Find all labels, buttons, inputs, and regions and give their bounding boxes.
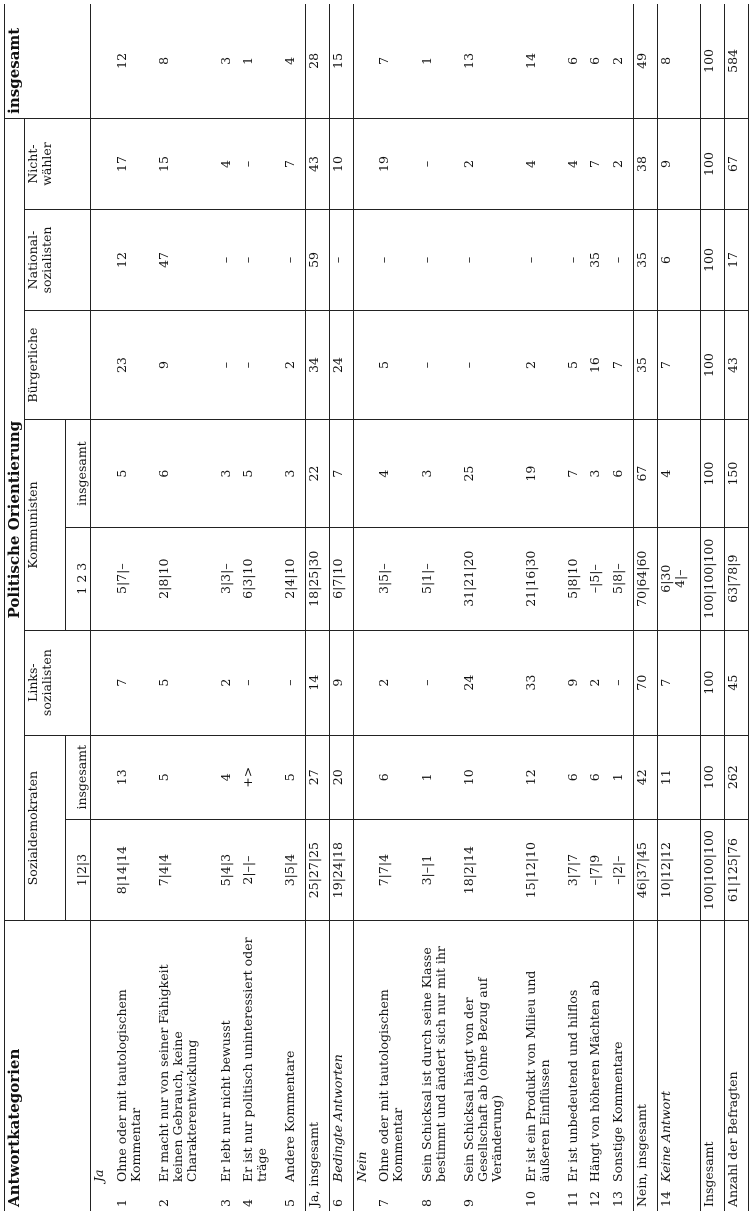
value-cell: 18|2|14 — [461, 819, 523, 921]
row-label: Anzahl der Befragten — [725, 921, 749, 1211]
empty-cell — [90, 420, 113, 527]
value-cell: 150 — [725, 420, 749, 527]
empty-cell — [90, 310, 113, 420]
empty-cell — [353, 210, 376, 311]
row-number: 4 — [240, 1199, 256, 1207]
value-cell: 25 — [461, 420, 523, 527]
value-cell: 2|–|– — [240, 819, 282, 921]
subheader-sd-insgesamt: insgesamt — [65, 735, 90, 819]
value-cell: 43 — [305, 118, 329, 209]
row-number: 7 — [376, 1199, 392, 1207]
value-cell: 2 — [610, 118, 633, 209]
value-cell: 1 — [419, 735, 461, 819]
value-cell: 6 — [156, 420, 218, 527]
row-number: 10 — [522, 1191, 538, 1207]
row-label: Hängt von höheren Mächten ab — [587, 980, 603, 1182]
value-cell: 100 — [701, 210, 725, 311]
value-cell: –|7|9 — [587, 819, 610, 921]
row-label: Er ist unbedeutend und hilflos — [564, 989, 580, 1182]
value-cell: 584 — [725, 4, 749, 118]
value-cell: 2 — [376, 630, 418, 735]
value-cell: 13 — [461, 4, 523, 118]
value-cell: 10 — [329, 118, 353, 209]
value-cell: 3|–|1 — [419, 819, 461, 921]
row-number: 1 — [113, 1199, 129, 1207]
table-row — [329, 4, 353, 1211]
value-cell: 7 — [114, 630, 156, 735]
empty-cell — [353, 527, 376, 630]
section-label: Ja — [90, 1169, 106, 1182]
table-row — [523, 4, 565, 1211]
value-cell: 59 — [305, 210, 329, 311]
value-cell: 4 — [218, 735, 241, 819]
value-cell: 7|4|4 — [156, 819, 218, 921]
value-cell: 100|100|100 — [701, 819, 725, 921]
value-cell: 6|30 4|– — [657, 527, 701, 630]
results-table — [4, 4, 749, 1211]
header-sozialdemokraten: Sozialdemokraten — [24, 735, 65, 921]
value-cell: 3 — [282, 420, 305, 527]
value-cell: 2|8|10 — [156, 527, 218, 630]
value-cell: – — [419, 310, 461, 420]
value-cell: 2 — [587, 630, 610, 735]
value-cell: 4 — [218, 118, 241, 209]
empty-cell — [90, 630, 113, 735]
value-cell: 70 — [633, 630, 657, 735]
value-cell: 9 — [657, 118, 701, 209]
value-cell: 6|7|10 — [329, 527, 353, 630]
value-cell: 67 — [633, 420, 657, 527]
table-row — [610, 4, 633, 1211]
table-row — [376, 4, 418, 1211]
value-cell: – — [218, 310, 241, 420]
value-cell: 47 — [156, 210, 218, 311]
value-cell: – — [376, 210, 418, 311]
value-cell: 7 — [329, 420, 353, 527]
value-cell: – — [461, 310, 523, 420]
value-cell: 100 — [701, 630, 725, 735]
value-cell: 7 — [282, 118, 305, 209]
value-cell: – — [282, 630, 305, 735]
value-cell: 24 — [329, 310, 353, 420]
value-cell: 19 — [523, 420, 565, 527]
value-cell: 9 — [329, 630, 353, 735]
section-row — [90, 4, 113, 1211]
row-label: Er lebt nur nicht bewusst — [217, 1020, 233, 1182]
table-row — [305, 4, 329, 1211]
header-insgesamt: insgesamt — [5, 4, 91, 118]
value-cell: 23 — [114, 310, 156, 420]
value-cell: 100 — [701, 310, 725, 420]
row-label: Er ist ein Produkt von Milieu und äußeren Einflüssen — [522, 970, 552, 1182]
value-cell: 17 — [114, 118, 156, 209]
value-cell: 63|78|9 — [725, 527, 749, 630]
value-cell: 4 — [565, 118, 588, 209]
value-cell: – — [240, 210, 282, 311]
value-cell: 24 — [461, 630, 523, 735]
value-cell: 43 — [725, 310, 749, 420]
value-cell: – — [329, 210, 353, 311]
value-cell: 2 — [282, 310, 305, 420]
value-cell: 12 — [114, 4, 156, 118]
value-cell: 5 — [376, 310, 418, 420]
table-row — [156, 4, 218, 1211]
table-row — [587, 4, 610, 1211]
value-cell: 15 — [329, 4, 353, 118]
value-cell: 6 — [610, 420, 633, 527]
empty-cell — [353, 630, 376, 735]
value-cell: 14 — [305, 630, 329, 735]
table-row — [282, 4, 305, 1211]
empty-cell — [90, 819, 113, 921]
value-cell: – — [240, 630, 282, 735]
row-label: Sein Schicksal ist durch seine Klasse bestimmt und ändert sich nur mit ihr — [418, 946, 448, 1182]
value-cell: 15 — [156, 118, 218, 209]
value-cell: 22 — [305, 420, 329, 527]
value-cell: 3 — [587, 420, 610, 527]
value-cell: – — [240, 310, 282, 420]
value-cell: 17 — [725, 210, 749, 311]
row-label: Er ist nur politisch uninteressiert oder träge — [240, 937, 270, 1182]
header-kommunisten: Kommunisten — [24, 420, 65, 630]
value-cell: 11 — [657, 735, 701, 819]
value-cell: 2 — [610, 4, 633, 118]
value-cell: 45 — [725, 630, 749, 735]
row-number: 13 — [609, 1191, 625, 1207]
row-label: Andere Kommentare — [282, 1050, 298, 1182]
row-label: Keine Antwort — [657, 921, 701, 1186]
value-cell: 34 — [305, 310, 329, 420]
value-cell: 15|12|10 — [523, 819, 565, 921]
value-cell: – — [461, 210, 523, 311]
value-cell: 35 — [633, 210, 657, 311]
value-cell: 3|5|4 — [282, 819, 305, 921]
table-row — [461, 4, 523, 1211]
value-cell: 1 — [419, 4, 461, 118]
value-cell: 100 — [701, 4, 725, 118]
value-cell: 35 — [633, 310, 657, 420]
value-cell: 35 — [587, 210, 610, 311]
value-cell: 6 — [587, 735, 610, 819]
value-cell: 16 — [587, 310, 610, 420]
empty-cell — [353, 4, 376, 118]
value-cell: 2 — [218, 630, 241, 735]
value-cell: 6 — [657, 210, 701, 311]
value-cell: 8 — [657, 4, 701, 118]
empty-cell — [90, 118, 113, 209]
value-cell: 7 — [376, 4, 418, 118]
table-row — [725, 4, 749, 1211]
value-cell: 6 — [376, 735, 418, 819]
row-label: Insgesamt — [701, 921, 725, 1211]
value-cell: 20 — [329, 735, 353, 819]
subheader-kp-insgesamt: insgesamt — [65, 420, 90, 527]
value-cell: 14 — [523, 4, 565, 118]
value-cell: 12 — [523, 735, 565, 819]
row-label: Ohne oder mit tautologischem Kommentar — [376, 989, 406, 1182]
header-nichtwaehler: Nicht- wähler — [24, 118, 90, 209]
empty-cell — [353, 735, 376, 819]
value-cell: 2 — [523, 310, 565, 420]
value-cell: 5 — [565, 310, 588, 420]
value-cell: 5 — [240, 420, 282, 527]
value-cell: 5|8|10 — [565, 527, 588, 630]
value-cell: 70|64|60 — [633, 527, 657, 630]
value-cell: 100|100|100 — [701, 527, 725, 630]
value-cell: 42 — [633, 735, 657, 819]
table-row — [633, 4, 657, 1211]
value-cell: 5|4|3 — [218, 819, 241, 921]
value-cell: 18|25|30 — [305, 527, 329, 630]
section-label: Nein — [353, 1151, 369, 1182]
row-number: 12 — [587, 1191, 603, 1207]
value-cell: 5 — [156, 735, 218, 819]
row-number: 11 — [564, 1191, 580, 1207]
empty-cell — [353, 420, 376, 527]
table-row — [114, 4, 156, 1211]
value-cell: 262 — [725, 735, 749, 819]
value-cell: 67 — [725, 118, 749, 209]
table-row — [240, 4, 282, 1211]
value-cell: 4 — [657, 420, 701, 527]
row-number: 14 — [657, 1186, 701, 1211]
header-politische-orientierung: Politische Orientierung — [5, 118, 25, 921]
value-cell: –|2|– — [610, 819, 633, 921]
table-row — [218, 4, 241, 1211]
row-label: Bedingte Antworten — [329, 921, 353, 1186]
row-number — [353, 1186, 376, 1211]
value-cell: 6|3|10 — [240, 527, 282, 630]
value-cell: – — [218, 210, 241, 311]
table-row — [419, 4, 461, 1211]
value-cell: 7|7|4 — [376, 819, 418, 921]
value-cell: 13 — [114, 735, 156, 819]
header-nationalsozialisten: National- sozialisten — [24, 210, 90, 311]
value-cell: – — [282, 210, 305, 311]
value-cell: 100 — [701, 420, 725, 527]
value-cell: 19|24|18 — [329, 819, 353, 921]
row-label: Nein, insgesamt — [633, 921, 657, 1211]
value-cell: 3|7|7 — [565, 819, 588, 921]
value-cell: 12 — [114, 210, 156, 311]
value-cell: 28 — [305, 4, 329, 118]
value-cell: – — [610, 210, 633, 311]
value-cell: 2 — [461, 118, 523, 209]
value-cell: 5|8|– — [610, 527, 633, 630]
row-label: Ohne oder mit tautologischem Kommentar — [113, 989, 143, 1182]
value-cell: 19 — [376, 118, 418, 209]
row-number — [90, 1186, 113, 1211]
value-cell: 4 — [523, 118, 565, 209]
value-cell: 31|21|20 — [461, 527, 523, 630]
value-cell: – — [523, 210, 565, 311]
subheader-kp-123: 1 2 3 — [65, 527, 90, 630]
empty-cell — [353, 310, 376, 420]
value-cell: – — [419, 210, 461, 311]
header-linkssozialisten: Links- sozialisten — [24, 630, 90, 735]
value-cell: 49 — [633, 4, 657, 118]
value-cell: 3 — [218, 4, 241, 118]
value-cell: 5 — [156, 630, 218, 735]
value-cell: –|5|– — [587, 527, 610, 630]
value-cell: – — [419, 630, 461, 735]
value-cell: 3 — [419, 420, 461, 527]
value-cell: 4 — [376, 420, 418, 527]
value-cell: 4 — [282, 4, 305, 118]
value-cell: 61|125|76 — [725, 819, 749, 921]
value-cell: 21|16|30 — [523, 527, 565, 630]
value-cell: 5|7|– — [114, 527, 156, 630]
row-number: 8 — [418, 1199, 434, 1207]
value-cell: 6 — [587, 4, 610, 118]
value-cell: 8|14|14 — [114, 819, 156, 921]
value-cell: 33 — [523, 630, 565, 735]
value-cell: 9 — [156, 310, 218, 420]
value-cell: 1 — [240, 4, 282, 118]
value-cell: 1 — [610, 735, 633, 819]
value-cell: 6 — [565, 4, 588, 118]
value-cell: 7 — [657, 630, 701, 735]
value-cell: 3 — [218, 420, 241, 527]
value-cell: – — [240, 118, 282, 209]
row-label: Sein Schicksal hängt von der Gesellschaft ab (ohne Bezug auf Veränderung) — [460, 977, 504, 1182]
subheader-sd-123: 1|2|3 — [65, 819, 90, 921]
row-label: Sonstige Kommentare — [609, 1041, 625, 1182]
value-cell: 100 — [701, 735, 725, 819]
section-row — [353, 4, 376, 1211]
value-cell: 6 — [565, 735, 588, 819]
empty-cell — [90, 4, 113, 118]
value-cell: 38 — [633, 118, 657, 209]
row-number: 9 — [460, 1199, 476, 1207]
empty-cell — [90, 735, 113, 819]
header-buergerliche: Bürgerliche — [24, 310, 90, 420]
row-number: 2 — [155, 1199, 171, 1207]
value-cell: 8 — [156, 4, 218, 118]
value-cell: 9 — [565, 630, 588, 735]
table-row — [657, 4, 701, 1211]
value-cell: 3|3|– — [218, 527, 241, 630]
value-cell: 10 — [461, 735, 523, 819]
value-cell: +> — [240, 735, 282, 819]
value-cell: – — [610, 630, 633, 735]
table-row — [565, 4, 588, 1211]
value-cell: 27 — [305, 735, 329, 819]
header-antwortkategorien: Antwortkategorien — [5, 921, 91, 1211]
value-cell: 25|27|25 — [305, 819, 329, 921]
row-label: Er macht nur von seiner Fähigkeit keinen Gebrauch, keine Charakterentwicklung — [155, 964, 199, 1182]
value-cell: 3|5|– — [376, 527, 418, 630]
value-cell: – — [419, 118, 461, 209]
table-row — [701, 4, 725, 1211]
empty-cell — [90, 527, 113, 630]
value-cell: 5 — [114, 420, 156, 527]
value-cell: 7 — [587, 118, 610, 209]
value-cell: 7 — [565, 420, 588, 527]
row-number: 5 — [282, 1199, 298, 1207]
value-cell: – — [565, 210, 588, 311]
value-cell: 7 — [657, 310, 701, 420]
value-cell: 100 — [701, 118, 725, 209]
empty-cell — [353, 819, 376, 921]
value-cell: 46|37|45 — [633, 819, 657, 921]
empty-cell — [90, 210, 113, 311]
row-number: 6 — [329, 1186, 353, 1211]
value-cell: 10|12|12 — [657, 819, 701, 921]
value-cell: 7 — [610, 310, 633, 420]
row-number: 3 — [217, 1199, 233, 1207]
empty-cell — [353, 118, 376, 209]
value-cell: 5|1|– — [419, 527, 461, 630]
value-cell: 2|4|10 — [282, 527, 305, 630]
row-label: Ja, insgesamt — [305, 921, 329, 1211]
value-cell: 5 — [282, 735, 305, 819]
